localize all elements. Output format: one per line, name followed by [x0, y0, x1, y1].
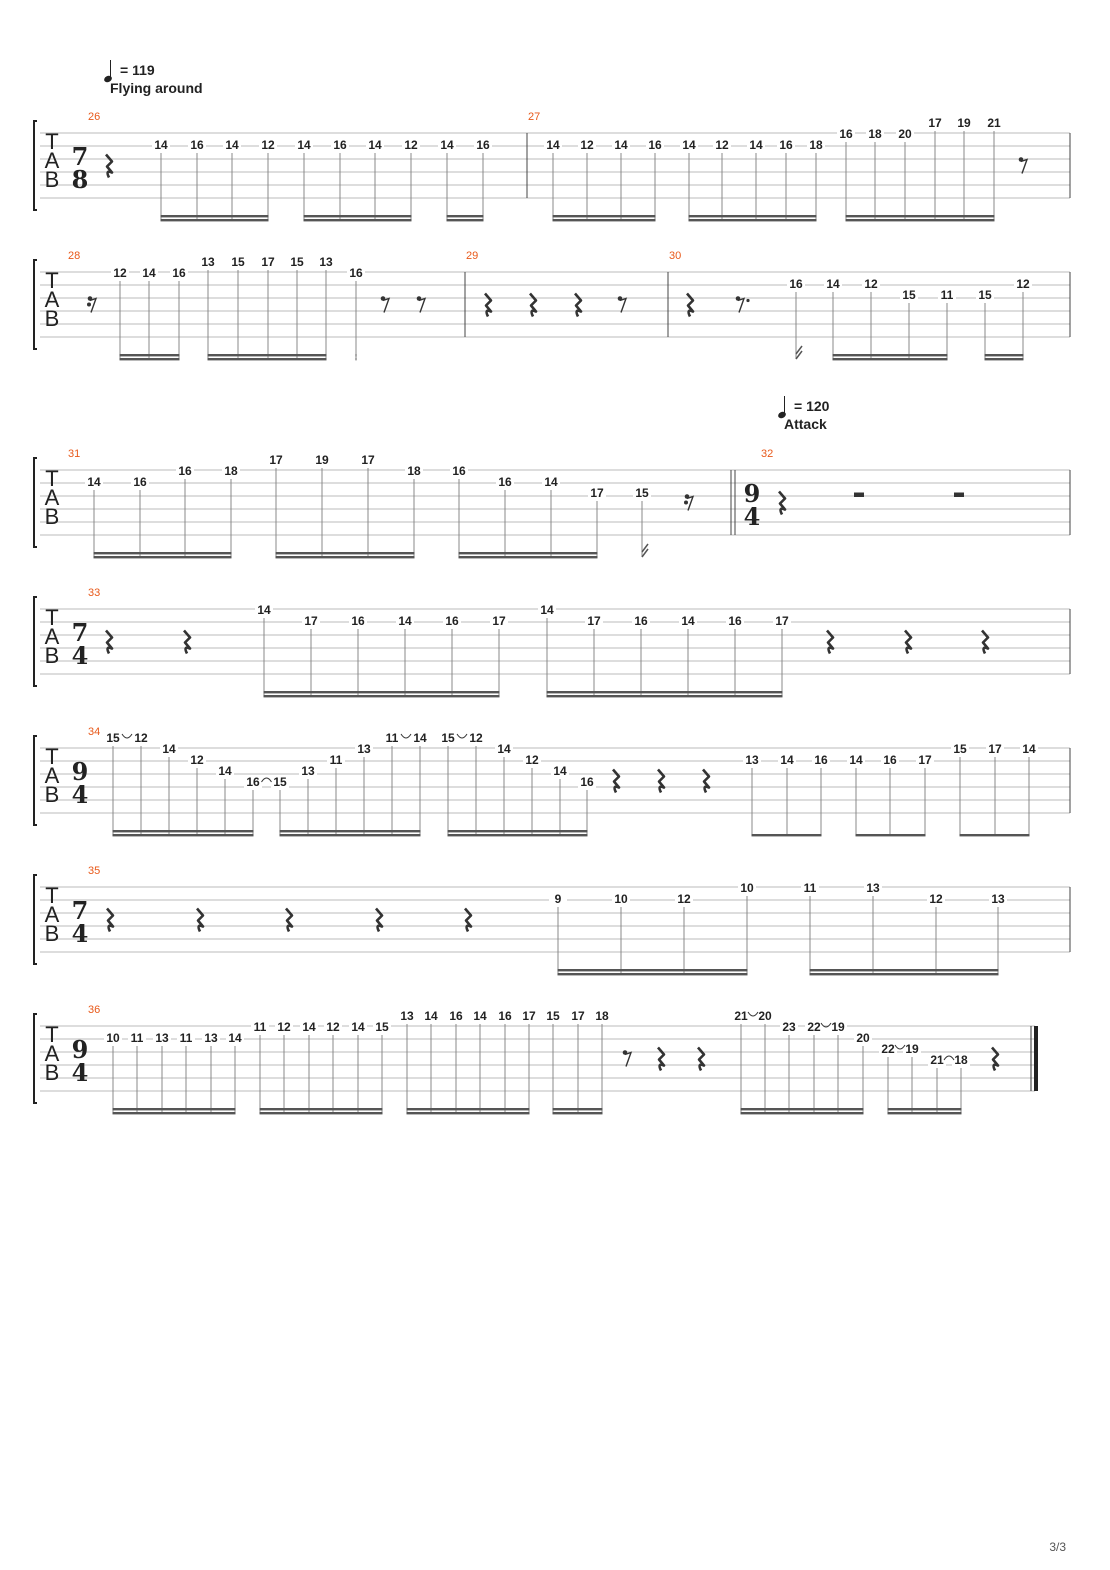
quarter-rest — [687, 294, 693, 317]
fret-number: 16 — [648, 138, 662, 152]
tab-clef-letter: B — [44, 1060, 60, 1085]
beam — [447, 215, 484, 217]
fret-number: 13 — [301, 764, 315, 778]
fret-number: 12 — [277, 1020, 291, 1034]
fret-number: 20 — [856, 1031, 870, 1045]
half-rest — [854, 493, 864, 498]
time-signature-top: 7 — [71, 896, 89, 925]
tab-clef-letter: T — [45, 129, 59, 154]
beam — [447, 219, 484, 221]
fret-number: 14 — [368, 138, 382, 152]
beam — [407, 1108, 530, 1110]
fret-number: 14 — [154, 138, 168, 152]
fret-number: 16 — [814, 753, 828, 767]
system-2 — [34, 250, 1070, 360]
fret-number: 16 — [190, 138, 204, 152]
fret-number: 12 — [469, 731, 483, 745]
sixteenth-rest — [684, 494, 693, 510]
quarter-rest — [658, 1048, 664, 1071]
time-signature-top: 7 — [71, 618, 89, 647]
beam — [94, 552, 232, 554]
quarter-rest — [465, 909, 471, 932]
fret-number: 17 — [261, 255, 275, 269]
fret-number: 13 — [866, 881, 880, 895]
quarter-rest — [992, 1048, 998, 1071]
beam — [304, 219, 412, 221]
system-7 — [34, 1004, 1038, 1114]
fret-number: 12 — [261, 138, 275, 152]
fret-number: 21 — [734, 1009, 748, 1023]
tab-clef-letter: B — [44, 504, 60, 529]
fret-number: 16 — [246, 775, 260, 789]
fret-number: 16 — [351, 614, 365, 628]
beam — [260, 1112, 383, 1114]
tab-clef-letter: T — [45, 1022, 59, 1047]
slur — [401, 734, 411, 738]
tab-clef-letter: B — [44, 782, 60, 807]
fret-number: 18 — [224, 464, 238, 478]
eighth-rest — [381, 296, 389, 312]
fret-number: 16 — [728, 614, 742, 628]
fret-number: 20 — [758, 1009, 772, 1023]
fret-number: 18 — [407, 464, 421, 478]
beam — [120, 354, 180, 356]
fret-number: 14 — [398, 614, 412, 628]
fret-number: 14 — [440, 138, 454, 152]
time-signature-bottom: 4 — [71, 780, 89, 809]
fret-number: 16 — [133, 475, 147, 489]
fret-number: 14 — [218, 764, 232, 778]
fret-number: 13 — [400, 1009, 414, 1023]
fret-number: 17 — [361, 453, 375, 467]
fret-number: 14 — [614, 138, 628, 152]
fret-number: 15 — [231, 255, 245, 269]
fret-number: 11 — [329, 753, 343, 767]
fret-number: 16 — [779, 138, 793, 152]
fret-number: 14 — [780, 753, 794, 767]
bar-number: 28 — [68, 250, 81, 262]
fret-number: 16 — [883, 753, 897, 767]
tab-clef-letter: T — [45, 883, 59, 908]
beam — [985, 354, 1024, 356]
fret-number: 17 — [928, 116, 942, 130]
fret-number: 14 — [302, 1020, 316, 1034]
fret-number: 14 — [351, 1020, 365, 1034]
fret-number: 17 — [304, 614, 318, 628]
fret-number: 15 — [290, 255, 304, 269]
time-signature-bottom: 4 — [71, 1058, 89, 1087]
system-6 — [34, 865, 1070, 975]
system-4 — [34, 587, 1070, 697]
beam — [448, 834, 588, 836]
fret-number: 15 — [978, 288, 992, 302]
tab-clef-letter: A — [44, 148, 60, 173]
bar-number: 31 — [68, 448, 81, 460]
fret-number: 19 — [905, 1042, 919, 1056]
fret-number: 18 — [868, 127, 882, 141]
tab-clef-letter: B — [44, 306, 60, 331]
system-5 — [34, 726, 1070, 836]
beam — [833, 354, 948, 356]
fret-number: 16 — [498, 1009, 512, 1023]
bar-number: 27 — [528, 111, 541, 123]
fret-number: 16 — [789, 277, 803, 291]
fret-number: 10 — [740, 881, 754, 895]
beam — [113, 834, 254, 836]
fret-number: 14 — [87, 475, 101, 489]
fret-number: 14 — [413, 731, 427, 745]
beam — [280, 830, 421, 832]
final-barline-thick — [1034, 1026, 1038, 1091]
tab-clef-letter: A — [44, 485, 60, 510]
fret-number: 11 — [940, 288, 954, 302]
half-rest — [954, 493, 964, 498]
fret-number: 14 — [225, 138, 239, 152]
fret-number: 11 — [803, 881, 817, 895]
fret-number: 13 — [319, 255, 333, 269]
beam — [810, 973, 999, 975]
fret-number: 12 — [190, 753, 204, 767]
beam — [846, 219, 995, 221]
fret-number: 18 — [595, 1009, 609, 1023]
fret-number: 9 — [554, 892, 562, 906]
fret-number: 16 — [498, 475, 512, 489]
quarter-rest — [982, 631, 988, 654]
dotted-eighth-rest — [736, 296, 750, 312]
time-signature-top: 9 — [743, 479, 761, 508]
system-bracket — [34, 458, 37, 547]
beam — [304, 215, 412, 217]
fret-number: 17 — [269, 453, 283, 467]
fret-number: 17 — [918, 753, 932, 767]
eighth-rest — [1019, 157, 1027, 173]
tab-clef-letter: A — [44, 1041, 60, 1066]
beam — [260, 1108, 383, 1110]
quarter-rest — [658, 770, 664, 793]
system-bracket — [34, 1014, 37, 1103]
fret-number: 20 — [898, 127, 912, 141]
beam — [161, 215, 269, 217]
time-signature-bottom: 4 — [743, 502, 761, 531]
tab-clef-letter: T — [45, 744, 59, 769]
beam — [553, 215, 656, 217]
fret-number: 19 — [957, 116, 971, 130]
fret-number: 15 — [375, 1020, 389, 1034]
beam — [558, 969, 748, 971]
fret-number: 15 — [953, 742, 967, 756]
fret-number: 17 — [988, 742, 1002, 756]
bar-number: 33 — [88, 587, 101, 599]
bar-number: 32 — [761, 448, 774, 460]
fret-number: 12 — [580, 138, 594, 152]
fret-number: 12 — [715, 138, 729, 152]
page-number: 3/3 — [1049, 1540, 1066, 1554]
quarter-rest — [827, 631, 833, 654]
beam — [120, 358, 180, 360]
fret-number: 14 — [142, 266, 156, 280]
fret-number: 18 — [954, 1053, 968, 1067]
fret-number: 19 — [315, 453, 329, 467]
beam — [161, 219, 269, 221]
quarter-rest — [485, 294, 491, 317]
beam — [264, 695, 500, 697]
fret-number: 17 — [590, 486, 604, 500]
beam — [810, 969, 999, 971]
quarter-rest — [376, 909, 382, 932]
quarter-rest — [530, 294, 536, 317]
sixteenth-rest — [87, 296, 96, 312]
bar-number: 36 — [88, 1004, 101, 1016]
fret-number: 14 — [546, 138, 560, 152]
fret-number: 14 — [553, 764, 567, 778]
section-label: Attack — [784, 416, 827, 432]
fret-number: 14 — [424, 1009, 438, 1023]
fret-number: 15 — [902, 288, 916, 302]
fret-number: 12 — [1016, 277, 1030, 291]
tab-clef-letter: B — [44, 167, 60, 192]
fret-number: 11 — [130, 1031, 144, 1045]
time-signature-bottom: 4 — [71, 919, 89, 948]
quarter-rest — [184, 631, 190, 654]
quarter-rest — [197, 909, 203, 932]
beam — [846, 215, 995, 217]
note-flag — [796, 346, 802, 359]
beam — [264, 691, 500, 693]
quarter-rest — [613, 770, 619, 793]
tab-clef-letter: A — [44, 902, 60, 927]
beam — [407, 1112, 530, 1114]
system-bracket — [34, 121, 37, 210]
system-3 — [34, 448, 1070, 558]
fret-number: 22 — [881, 1042, 895, 1056]
fret-number: 14 — [540, 603, 554, 617]
time-signature-bottom: 8 — [71, 165, 89, 194]
beam — [356, 354, 357, 356]
fret-number: 14 — [497, 742, 511, 756]
fret-number: 13 — [155, 1031, 169, 1045]
fret-number: 17 — [522, 1009, 536, 1023]
beam — [856, 834, 926, 836]
beam — [553, 219, 656, 221]
fret-number: 15 — [546, 1009, 560, 1023]
fret-number: 14 — [682, 138, 696, 152]
tab-clef-letter: A — [44, 763, 60, 788]
fret-number: 13 — [745, 753, 759, 767]
fret-number: 22 — [807, 1020, 821, 1034]
fret-number: 12 — [404, 138, 418, 152]
section-label: Flying around — [110, 80, 203, 96]
fret-number: 14 — [681, 614, 695, 628]
tab-clef-letter: T — [45, 268, 59, 293]
fret-number: 16 — [839, 127, 853, 141]
fret-number: 11 — [253, 1020, 267, 1034]
eighth-rest — [623, 1050, 631, 1066]
fret-number: 12 — [677, 892, 691, 906]
fret-number: 14 — [749, 138, 763, 152]
beam — [276, 556, 415, 558]
system-bracket — [34, 736, 37, 825]
fret-number: 16 — [452, 464, 466, 478]
beam — [553, 1112, 603, 1114]
fret-number: 16 — [178, 464, 192, 478]
bar-number: 34 — [88, 726, 101, 738]
beam — [113, 1112, 236, 1114]
beam — [459, 552, 598, 554]
bar-number: 26 — [88, 111, 101, 123]
fret-number: 12 — [525, 753, 539, 767]
tab-clef-letter: A — [44, 624, 60, 649]
fret-number: 14 — [297, 138, 311, 152]
tab-clef-letter: B — [44, 643, 60, 668]
fret-number: 17 — [492, 614, 506, 628]
fret-number: 17 — [775, 614, 789, 628]
beam — [960, 834, 1030, 836]
beam — [208, 354, 327, 356]
fret-number: 12 — [326, 1020, 340, 1034]
bar-number: 35 — [88, 865, 101, 877]
fret-number: 14 — [473, 1009, 487, 1023]
fret-number: 18 — [809, 138, 823, 152]
fret-number: 13 — [201, 255, 215, 269]
system-bracket — [34, 875, 37, 964]
fret-number: 16 — [333, 138, 347, 152]
fret-number: 14 — [544, 475, 558, 489]
fret-number: 12 — [864, 277, 878, 291]
fret-number: 10 — [106, 1031, 120, 1045]
quarter-rest — [703, 770, 709, 793]
beam — [94, 556, 232, 558]
quarter-rest — [106, 155, 112, 178]
beam — [356, 358, 357, 360]
fret-number: 14 — [849, 753, 863, 767]
beam — [547, 695, 783, 697]
quarter-rest — [575, 294, 581, 317]
beam — [833, 358, 948, 360]
fret-number: 16 — [580, 775, 594, 789]
eighth-rest — [618, 296, 626, 312]
eighth-rest — [417, 296, 425, 312]
beam — [741, 1108, 864, 1110]
bar-number: 30 — [669, 250, 682, 262]
time-signature-top: 9 — [71, 757, 89, 786]
fret-number: 12 — [113, 266, 127, 280]
beam — [689, 215, 817, 217]
note-flag — [642, 544, 648, 557]
fret-number: 16 — [449, 1009, 463, 1023]
slur — [262, 778, 272, 782]
tab-clef-letter: T — [45, 605, 59, 630]
fret-number: 14 — [228, 1031, 242, 1045]
fret-number: 13 — [204, 1031, 218, 1045]
beam — [553, 1108, 603, 1110]
time-signature-bottom: 4 — [71, 641, 89, 670]
time-signature-top: 9 — [71, 1035, 89, 1064]
bar-number: 29 — [466, 250, 479, 262]
beam — [752, 834, 822, 836]
quarter-rest — [286, 909, 292, 932]
slur — [457, 734, 467, 738]
fret-number: 19 — [831, 1020, 845, 1034]
tempo-bpm: = 120 — [794, 398, 830, 414]
beam — [208, 358, 327, 360]
beam — [113, 1108, 236, 1110]
fret-number: 14 — [826, 277, 840, 291]
tab-clef-letter: A — [44, 287, 60, 312]
beam — [280, 834, 421, 836]
fret-number: 17 — [571, 1009, 585, 1023]
tab-clef-letter: B — [44, 921, 60, 946]
fret-number: 21 — [987, 116, 1001, 130]
time-signature-top: 7 — [71, 142, 89, 171]
tab-clef-letter: T — [45, 466, 59, 491]
fret-number: 16 — [476, 138, 490, 152]
system-bracket — [34, 260, 37, 349]
quarter-rest — [905, 631, 911, 654]
fret-number: 14 — [162, 742, 176, 756]
quarter-rest — [107, 909, 113, 932]
beam — [276, 552, 415, 554]
fret-number: 16 — [634, 614, 648, 628]
fret-number: 15 — [106, 731, 120, 745]
beam — [113, 830, 254, 832]
fret-number: 13 — [991, 892, 1005, 906]
fret-number: 16 — [349, 266, 363, 280]
beam — [888, 1112, 962, 1114]
fret-number: 16 — [172, 266, 186, 280]
tempo-bpm: = 119 — [120, 62, 155, 78]
beam — [888, 1108, 962, 1110]
beam — [448, 830, 588, 832]
quarter-rest — [779, 492, 785, 515]
beam — [741, 1112, 864, 1114]
beam — [547, 691, 783, 693]
fret-number: 15 — [441, 731, 455, 745]
slur — [122, 734, 132, 738]
quarter-rest — [106, 631, 112, 654]
fret-number: 15 — [635, 486, 649, 500]
beam — [985, 358, 1024, 360]
fret-number: 23 — [782, 1020, 796, 1034]
fret-number: 13 — [357, 742, 371, 756]
fret-number: 14 — [1022, 742, 1036, 756]
fret-number: 21 — [930, 1053, 944, 1067]
system-bracket — [34, 597, 37, 686]
fret-number: 11 — [385, 731, 399, 745]
fret-number: 17 — [587, 614, 601, 628]
fret-number: 14 — [257, 603, 271, 617]
beam — [689, 219, 817, 221]
fret-number: 15 — [273, 775, 287, 789]
fret-number: 12 — [929, 892, 943, 906]
beam — [558, 973, 748, 975]
system-1 — [34, 111, 1070, 221]
fret-number: 16 — [445, 614, 459, 628]
fret-number: 11 — [179, 1031, 193, 1045]
fret-number: 12 — [134, 731, 148, 745]
quarter-rest — [698, 1048, 704, 1071]
fret-number: 10 — [614, 892, 628, 906]
beam — [459, 556, 598, 558]
